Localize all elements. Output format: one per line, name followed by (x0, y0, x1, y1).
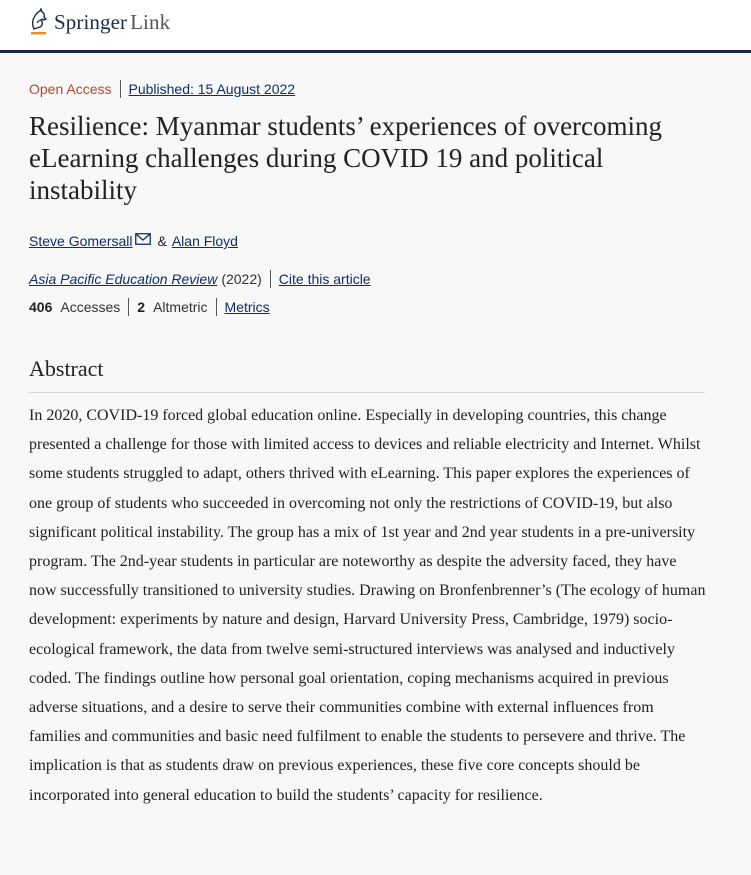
journal-link[interactable]: Asia Pacific Education Review (29, 271, 218, 287)
author-list (29, 232, 705, 250)
open-access-label: Open Access (29, 81, 112, 97)
cite-article-link[interactable]: Cite this article (278, 271, 371, 287)
divider (120, 80, 121, 98)
abstract-heading: Abstract (29, 356, 705, 393)
brand-suffix: Link (130, 9, 171, 34)
altmetric-label: Altmetric (153, 299, 208, 315)
accesses-count: 406 (29, 299, 53, 315)
article-metrics (29, 298, 705, 316)
metrics-link[interactable]: Metrics (224, 299, 270, 315)
springer-horse-icon (28, 8, 50, 36)
accesses-label: Accesses (60, 299, 121, 315)
divider (270, 270, 271, 288)
author-link-steve-gomersall[interactable]: Steve Gomersall (29, 233, 133, 249)
divider (216, 298, 217, 316)
author-separator: & (157, 233, 167, 249)
author-link-alan-floyd[interactable]: Alan Floyd (171, 233, 238, 249)
journal-info (29, 270, 705, 288)
site-header (0, 0, 751, 53)
publication-year: (2022) (221, 271, 262, 287)
published-date-link[interactable]: Published: 15 August 2022 (128, 81, 296, 97)
mail-icon[interactable] (135, 233, 151, 245)
altmetric-count: 2 (137, 299, 146, 315)
abstract-text: In 2020, COVID-19 forced global education online. Especially in developing countries, this change presented a challenge for those with limited access to devices and reliable electricity and Internet. Whilst some students struggled to adapt, others thrived with eLearning. This paper explores the experiences of one group of students who succeeded in overcoming not only the restrictions of COVID-19, but also significant political instability. The group has a mix of 1st year and 2nd year students in a pre-university program. The 2nd-year students in particular are noteworthy as despite the adversity faced, they have now successfully transitioned to university studies. Drawing on Bronfenbrenner’s (The ecology of human development: experiments by nature and design, Harvard University Press, Cambridge, 1979) socio-ecological framework, the data from twelve semi-structured interviews was analysed and inductively coded. The findings outline how personal goal orientation, coping mechanisms acquired in previous adverse situations, and a desire to serve their communities combine with external influences from families and communities and basic need fulfilment to enable the students to persevere and thrive. The implication is that as students draw on previous experiences, these five core concepts should be incorporated into general education to build the students’ capacity for resilience. (29, 407, 706, 804)
article-content (29, 80, 705, 810)
divider (128, 298, 129, 316)
brand-name: Springer Link (54, 9, 171, 34)
article-title: Resilience: Myanmar students’ experiences of overcoming eLearning challenges during COVID 19 and political instability (29, 111, 663, 205)
springer-link-logo[interactable] (28, 8, 170, 36)
article-meta (29, 80, 705, 98)
